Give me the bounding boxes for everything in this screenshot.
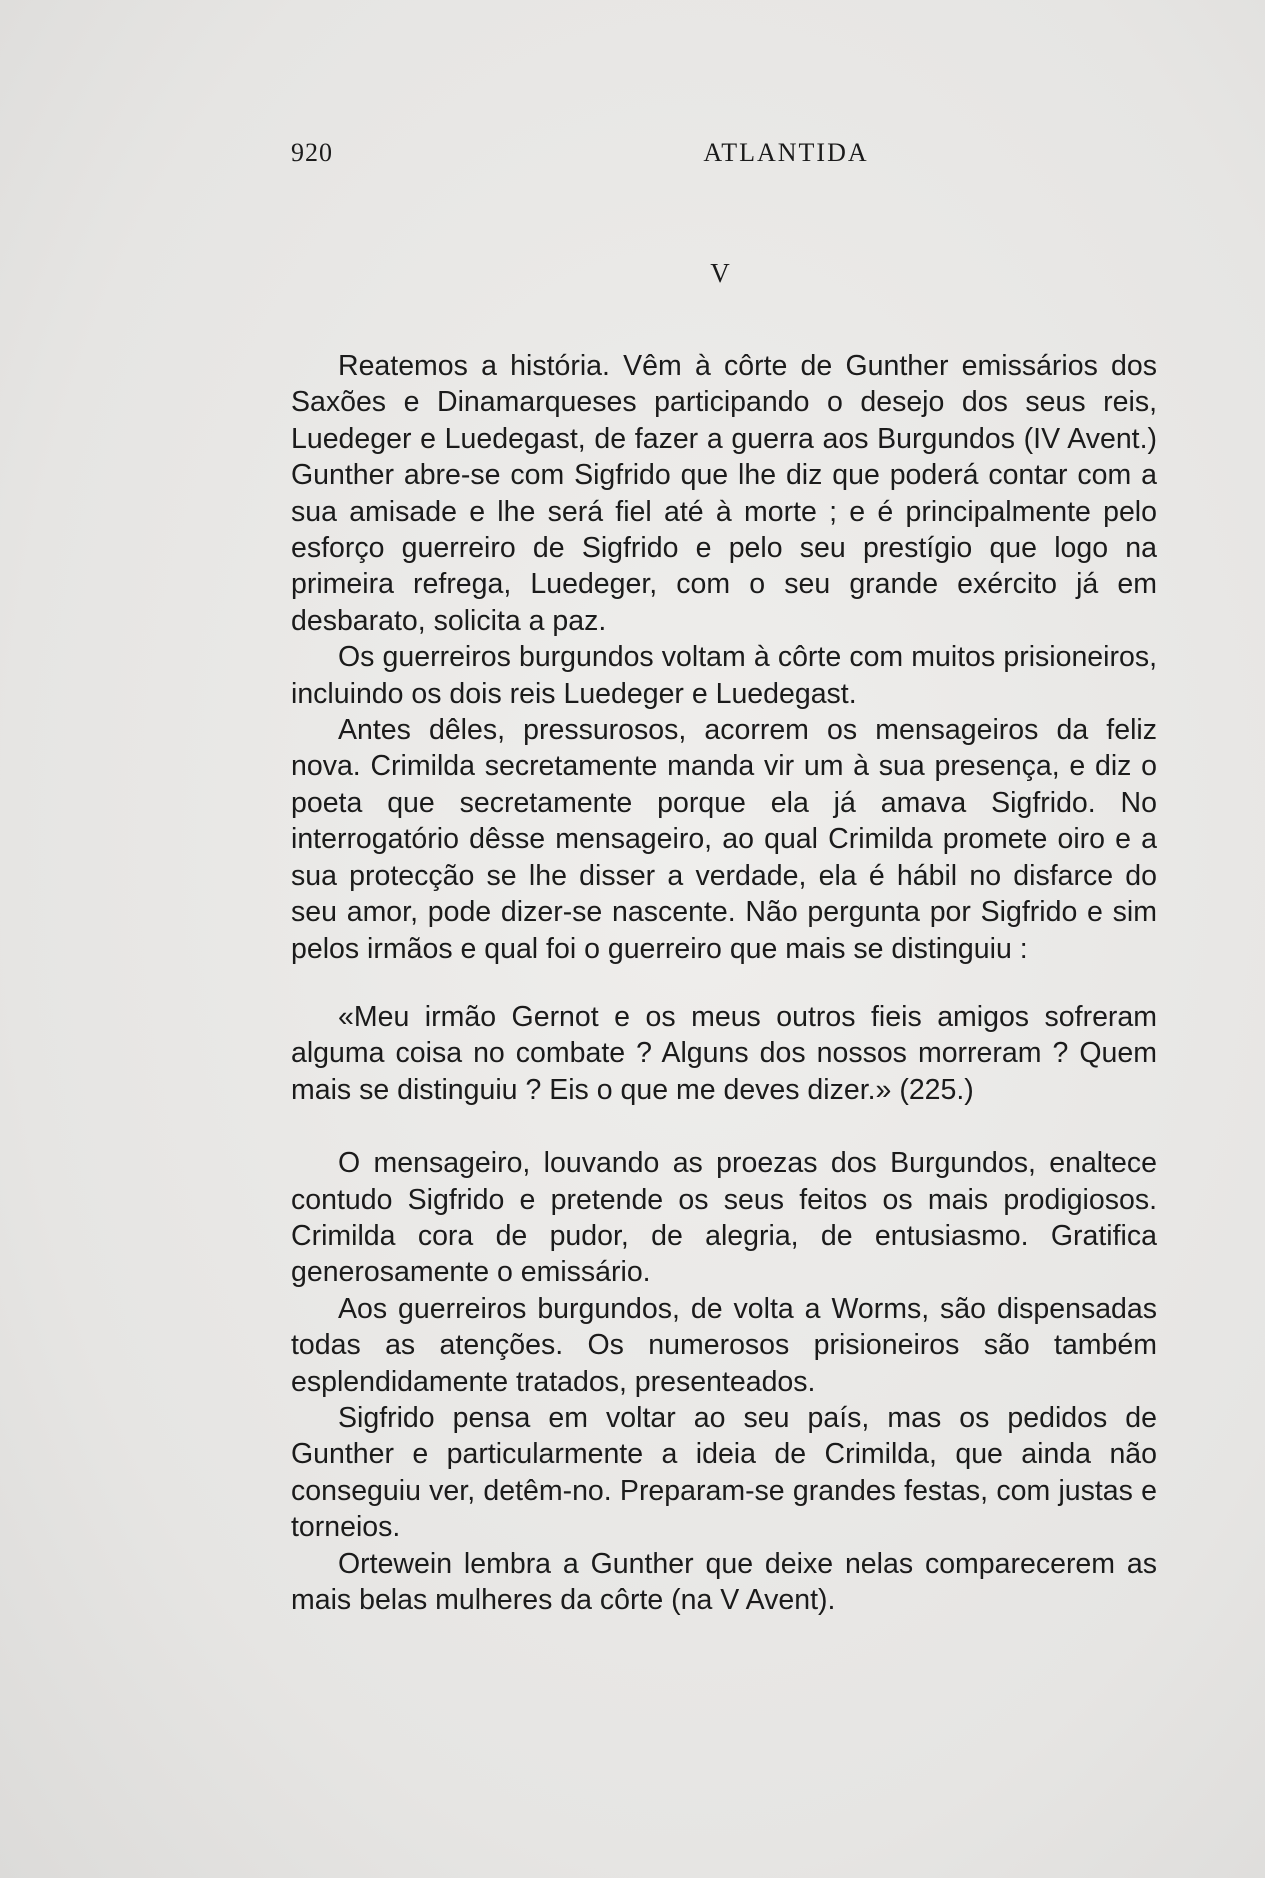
running-title (291, 138, 1161, 168)
paragraph: Antes dêles, pressurosos, acorrem os mensageiros da feliz nova. Crimilda secretamente manda vir um à sua presença, e diz o poeta que secretamente porque ela já amava Sigfrido. No interrogatório dêsse mensageiro, ao qual Crimilda promete oiro e a sua protecção se lhe disser a verdade, ela é hábil no disfarce do seu amor, pode dizer-se nascente. Não pergunta por Sigfrido e sim pelos irmãos e qual foi o guerreiro que mais se distinguiu : (291, 714, 1157, 965)
paragraph: Os guerreiros burgundos voltam à côrte com muitos prisioneiros, incluindo os dois reis Luedeger e Luedegast. (291, 641, 1157, 710)
paragraph: Sigfrido pensa em voltar ao seu país, mas os pedidos de Gunther e particularmente a ideia de Crimilda, que ainda não conseguiu ver, detêm-no. Preparam-se grandes festas, com justas e torneios. (291, 1401, 1157, 1544)
page-number: 920 (291, 138, 333, 167)
quotation-paragraph: «Meu irmão Gernot e os meus outros fieis amigos sofreram alguma coisa no combate ? Alguns dos nossos morreram ? Quem mais se distinguiu ? Eis o que me deves dizer.» (225.) (291, 1000, 1157, 1106)
running-head (291, 138, 1161, 168)
running-title-text: ATLANTIDA (703, 138, 869, 167)
section-heading: V (710, 258, 730, 288)
paragraph: Ortewein lembra a Gunther que deixe nelas comparecerem as mais belas mulheres da côrte (na V Avent). (291, 1547, 1157, 1616)
paragraph: Aos guerreiros burgundos, de volta a Worms, são dispensadas todas as atenções. Os numerosos prisioneiros são também esplendidamente tratados, presenteados. (291, 1292, 1157, 1398)
paragraph: Reatemos a história. Vêm à côrte de Gunther emissários dos Saxões e Dinamarqueses participando o desejo dos seus reis, Luedeger e Luedegast, de fazer a guerra aos Burgundos (IV Avent.) Gunther abre-se com Sigfrido que lhe diz que poderá contar com a sua amisade e lhe será fiel até à morte ; e é principalmente pelo esforço guerreiro de Sigfrido e pelo seu prestígio que logo na primeira refrega, Luedeger, com o seu grande exército já em desbarato, solicita a paz. (291, 350, 1157, 637)
paragraph: O mensageiro, louvando as proezas dos Burgundos, enaltece contudo Sigfrido e pretende os seus feitos os mais prodigiosos. Crimilda cora de pudor, de alegria, de entusiasmo. Gratifica generosamente o emissário. (291, 1147, 1157, 1289)
body-text (291, 348, 1157, 1618)
